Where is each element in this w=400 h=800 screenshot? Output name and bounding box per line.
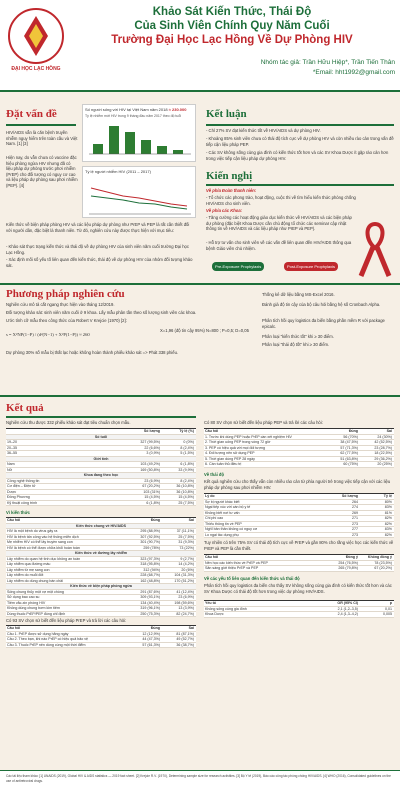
factor-text: Phân tích hồi quy logistics đa biến cho thấy SV không sống cùng gia đình có kiến thức tốt hơn và các SV Khoa Dược có thái độ tốt hơn trong việc dự phòng HIV/AIDS. [204,583,392,594]
table-cell: Số lượng [341,494,358,499]
references-text: Các tài liệu tham khảo: [1] UNAIDS (2019), Global HIV & AIDS statistics — 2019 fact sheet. [2] Krejcie R.V. (1970), Determining sample size for research activities. [3] Bộ Y tế (2019), Báo cáo công tác phòng chống HIV/AIDS. [4] WHO (2016), Consolidated guidelines on the use of antiretroviral drugs. [6,774,391,783]
barriers-table [204,493,394,538]
table-cell: 31 (9,3%) [178,540,194,545]
table-subheader: Kiến thức chung về HIV/AIDS [6,524,196,530]
pep-knowledge-table [204,428,394,468]
table-cell: 307 (92,5%) [140,534,160,539]
table3-caption: Có 80 SV chọn sử biết đến liệu pháp PEP và trả lời các câu hỏi: [204,420,323,425]
title-line-1: Khảo Sát Kiến Thức, Thái Độ [152,6,312,18]
table-cell: 15 (4,5%) [178,495,194,500]
table-cell: 49 (52,7%) [176,637,194,642]
knowledge-table [6,517,196,617]
table-cell: Khoa Dược [205,612,224,617]
title-line-2: Của Sinh Viên Chính Quy Năm Cuối [134,20,330,32]
table-cell: 309 (93,1%) [140,595,160,600]
method-m3: Ước tính cỡ mẫu theo công thức của Robert V Krejcie (1970) [2]: [6,318,127,323]
table-cell: Không biết nơi tư vấn [205,510,240,515]
bar [157,146,167,154]
table-cell: 22 (6,6%) [144,445,160,450]
attitude-text: Kết quả nghiên cứu cho thấy vẫn còn nhiều rào cản từ phía người trẻ trong việc tiếp cận với các liệu pháp dự phòng sau phơi nhiễm HIV. [204,479,391,490]
table-subheader: Giới tính [6,457,196,463]
table-cell: 273 [352,521,358,526]
chart1-subtitle: Tỷ lệ nhiễm mới HIV trong 9 tháng đầu năm 2017 theo độ tuổi [85,114,182,118]
table-cell: 9 (2,7%) [180,556,194,561]
table-cell: 274 [352,505,358,510]
table-cell: Đúng [150,518,160,523]
table-cell: 327 (99,5%) [140,440,160,445]
table-subheader: Số tuổi [6,435,196,441]
table-cell: 83% [384,527,392,532]
table-subheader: Khoa đang theo học [6,473,196,479]
table-cell: 2. Thời gian uống PEP trong vòng 72 giờ [205,440,271,445]
table-cell: 169 (50,8%) [140,467,160,472]
method-title: Phương pháp nghiên cứu [6,288,125,300]
table-cell: Nghĩ bản thân không có nguy cơ [205,527,258,532]
table-cell: 8 (2,4%) [180,445,194,450]
table-cell: 0 (0%) [183,440,194,445]
table-cell: Kỹ thuật công trình [7,500,38,505]
university-logo-icon [6,6,66,66]
table-cell: 0,01 [385,606,392,611]
table-cell: 2,1 (1,2–3,5) [337,606,358,611]
table-cell: 301 (90,7%) [140,540,160,545]
table-cell: 62 (77,5%) [340,451,358,456]
section-divider [0,283,400,285]
table-cell: Lây nhiễm qua đường máu [7,562,51,567]
table-cell: Tiêm vắc-xin phòng HIV [7,600,46,605]
table-cell: 23 (28,7%) [374,445,392,450]
table-cell: 20–35 [7,445,17,450]
intro-underline [6,124,76,126]
recommend-h2: Về phía các Khoa: [206,208,243,213]
logistic-table [204,600,394,618]
table-cell: Mẹ nhiễm HIV có thể lây truyền sang con [7,540,73,545]
table-cell: 67 (20,2%) [374,566,392,571]
table-cell: 198 (59,6%) [174,600,194,605]
table-cell: 36 (10,8%) [176,484,194,489]
method-r1: Thống kê dữ liệu bằng MS-Excel 2016. [262,292,335,297]
recommend-r3: - Hỗ trợ tư vấn cho sinh viên về các vấn đề liên quan đến HIV/AIDS thông qua bệnh Giáo viên chủ nhiệm. [206,240,352,251]
bar [93,144,103,154]
table-cell: 18 (22,5%) [374,451,392,456]
method-m4: Dự phòng 30% số mẫu bị thất lạc hoặc không hoàn thành phiếu khảo sát => Phát 338 phiếu. [6,350,179,355]
footer-references [0,770,400,800]
table-cell: 44 (47,3%) [142,637,160,642]
method-formula: s = X²NP(1−P) / (d²(N−1) + X²P(1−P)) ≈ 260 [6,332,90,337]
table-cell: 82% [384,532,392,537]
table-cell: OR (95% CI) [337,601,358,606]
hiv-trend-chart [82,166,196,218]
table-cell: 15 (4,5%) [144,495,160,500]
table7-caption: Có 93 SV chọn sử biết đến liệu pháp PrEP và trả lời các câu hỏi: [6,618,127,623]
table-cell: Không đồng ý [367,555,392,560]
intro-p1: HIV/AIDS vẫn là căn bệnh truyền nhiễm nguy hiểm trên toàn cầu và Việt Nam. [1] [3] [6,130,78,147]
table-cell: Câu hỏi [7,518,21,523]
table-cell: 33 (9,9%) [178,467,194,472]
table-cell: 5 (1,5%) [180,451,194,456]
table-cell: Công nghệ thông tin [7,478,40,483]
table-cell: Lây nhiễm do muỗi đốt [7,573,44,578]
table-cell: 12 (12,9%) [142,631,160,636]
method-r2: Đánh giá độ tin cậy của bộ câu hỏi bằng hệ số Cronbach Alpha. [262,302,381,307]
results-title: Kết quả [6,402,44,414]
table-cell: 67 (20,2%) [142,484,160,489]
table-cell: 6. Cần tuân thủ điều trị [205,462,242,467]
table-cell: 5. Thời gian dùng PEP 28 ngày [205,456,255,461]
method-r3: Phân tích hồi quy logistics đa biến bằng phần mềm R với package epicalc. [262,318,385,329]
table-cell: Đông Phương [7,495,30,500]
table-row [204,612,394,618]
table-cell: Cơ điện – Điện tử [7,484,36,489]
table-cell: 0,005 [383,612,392,617]
table-cell: 254 (76,5%) [338,560,358,565]
attitude-table [204,554,394,572]
table-cell: 295 (88,9%) [140,529,160,534]
intro-p3: Kiến thức về biện pháp phòng HIV và các liệu pháp dự phòng như PrEP và PEP là rất cần thiết đối với người dân, đặc biệt là thanh niên. Từ đó, nghiên cứu này được thực hiện với mục tiêu: [6,222,190,233]
logo-text: ĐẠI HỌC LẠC HỒNG [11,66,61,72]
chart1-title: Số người sống với HIV tại Việt Nam năm 2018 ≈ 230.000 [85,107,187,112]
method-r4: Phân loại "kiến thức tốt" khi ≥ 30 điểm. [262,334,334,339]
table-cell: HIV là bệnh tấn công vào hệ thống miễn dịch [7,534,79,539]
method-m1: Nghiên cứu mô tả cắt ngang thực hiện vào tháng 12/2019. [6,302,115,307]
table-cell: 24 (30%) [377,434,392,439]
table-cell: Sẵn sàng giới thiệu PrEP và PEP [205,566,259,571]
poster-header [0,0,400,90]
table-cell: 264 [352,499,358,504]
table-cell: Sử dụng bao cao su [7,595,40,600]
conclusion-1: - Chỉ 27% SV đạt kiến thức tốt về HIV/AIDS và dự phòng HIV. [206,128,321,133]
table-cell: 36 (10,8%) [176,489,194,494]
table-cell: Yếu tố [205,601,216,606]
table-cell: Lây nhiễm từ mẹ sang con [7,567,50,572]
table1-caption: Nghiên cứu thu được 332 phiếu khảo sát đạt tiêu chuẩn chọn mẫu. [6,420,131,425]
table-cell: 134 (40,4%) [140,600,160,605]
table-cell: 38 (47,5%) [340,440,358,445]
table-cell: Ngại tiếp xúc với cán bộ y tế [205,505,251,510]
table-row [6,501,196,507]
table-cell: Sống chung thủy một vợ một chồng [7,589,64,594]
table-cell: 162 (48,8%) [140,578,160,583]
method-m2: Đối tượng khảo sát: sinh viên năm cuối ở 9 khoa. Lấy mẫu phân tần theo số lượng sinh viên các khoa. [6,310,197,315]
table-cell: Số lượng [143,429,160,434]
table-cell: Nên học các kiến thức về PrEP và PEP [205,560,268,565]
table-row [6,612,196,618]
table-cell: 73 (22%) [179,545,194,550]
table-cell: 2,4 (1,3–4,2) [337,612,358,617]
table-cell: Lây nhiễm do quan hệ tình dục không an toàn [7,556,81,561]
author-email: *Email: hht1992@gmail.com [312,69,395,76]
table-cell: 3 (0,9%) [146,451,160,456]
table-cell: 1. Trước khi dùng PEP hoặc PrEP cần xét nghiệm HIV [205,434,292,439]
table-cell: 103 (31%) [143,489,160,494]
attitude-tail: Tuy nhiên có trên 75% SV có thái độ tích cực về PrEP và gần 80% cho rằng việc học các kiến thức về PrEP và PEP là cần thiết. [204,540,394,551]
table-cell: 265 (79,8%) [338,566,358,571]
conclusion-underline [206,124,394,126]
table-cell: Chi phí cao [205,516,224,521]
table-cell: 273 [352,532,358,537]
table-cell: 20 (6%) [181,567,194,572]
table-cell: Thiếu thông tin về PEP [205,521,242,526]
table-cell: 319 (96,1%) [140,606,160,611]
table-cell: 312 (94%) [143,567,160,572]
table-cell: Sai [188,626,194,631]
table-cell: 83% [384,505,392,510]
author-group: Nhóm tác giả: Trần Hữu Hiệp*, Trần Tiến Thân [260,59,395,66]
method-r5: Phân loại "thái độ tốt" khi ≥ 30 điểm. [262,342,330,347]
table-cell: 104 (31,3%) [174,573,194,578]
table-cell: 82% [384,516,392,521]
table-cell: 6 (1,8%) [146,500,160,505]
table-cell: Dược [7,489,17,494]
method-params: X=1,96 (độ tin cậy 95%) N=800 ; P=0,5; D=0,05 [160,328,249,333]
table-cell: 51 (63,8%) [340,456,358,461]
section-divider [0,395,400,397]
recommend-title: Kiến nghị [206,170,253,182]
bar [141,140,151,154]
table-cell: Câu hỏi [205,555,219,560]
table-cell: 42 (52,5%) [374,440,392,445]
bar [125,132,135,154]
table-cell: Tỷ lệ [383,494,392,499]
conclusion-3: - Các SV không sống cùng gia đình có kiến thức tốt hơn và các SV Khoa Dược ít gặp rào cản hơn trong việc tiếp cận liệu pháp dự phòng HIV. [206,150,389,161]
table-cell: 291 (87,6%) [140,589,160,594]
table-cell: 3. PEP có hiệu quả với mọi đối tượng [205,445,265,450]
table-cell: 80% [384,499,392,504]
table-subheader: Kiến thức về biện pháp phòng ngừa [6,584,196,590]
table-cell: 57 (71,3%) [340,445,358,450]
table-cell: 78 (23,5%) [374,560,392,565]
table-cell: Lo ngại tác dụng phụ [205,532,239,537]
table-cell: 56 (70%) [343,434,358,439]
table-cell: 36 (38,7%) [176,642,194,647]
table-cell: 25 (7,5%) [178,500,194,505]
table-cell: 82 (24,7%) [176,611,194,616]
table-cell: Sai [386,429,392,434]
table-cell: 57 (61,3%) [142,642,160,647]
table-cell: 25 (7,5%) [178,534,194,539]
table-cell: Câu hỏi [205,429,219,434]
table-cell: Sai [188,518,194,523]
recommend-r2: - Tăng cường các hoạt động giáo dục kiến thức về HIV/AIDS và các biện pháp dự phòng (đặc biệt Khoa Dược cần chủ động tổ chức các seminar cập nhật thông tin về HIV/AIDS và các liệu pháp như PrEP và PEP). [206,215,352,232]
table-cell: 60 (75%) [343,462,358,467]
table-row [204,462,394,468]
table-cell: Đồng ý [345,555,358,560]
demographics-table [6,428,196,506]
recommend-r1: - Tổ chức các phong trào, hoạt động, cuộc thi về tìm hiểu kiến thức phòng chống HIV/AIDS cho sinh viên. [206,195,356,206]
table-cell: 82% [384,521,392,526]
prep-pill: Pre-Exposure Prophylaxis [212,262,264,271]
intro-title: Đặt vấn đề [6,108,57,120]
chart1-bars [83,118,195,158]
table-cell: 20 (25%) [377,462,392,467]
table-cell: Câu 2. Theo bạn, khi nào PrEP có hiệu quả bảo vệ [7,637,88,642]
conclusion-2: - Khoảng 85% sinh viên chưa có thái độ tích cực về dự phòng HIV và còn nhiều rào cản trong vấn đề tiếp cận liệu pháp PEP. [206,136,394,147]
table-cell: Câu 3. Thuốc PrEP nên dùng cùng một thời điểm [7,642,86,647]
table-cell: 23 (6,9%) [144,478,160,483]
table-cell: Không sống cùng gia đình [205,606,247,611]
table-cell: p [389,601,392,606]
table-cell: 23 (6,9%) [178,595,194,600]
factor-title: Về các yếu tố liên quan đến kiến thức và thái độ [204,576,300,581]
table-cell: Lý do [205,494,215,499]
prep-knowledge-table [6,625,196,648]
table-cell: Không dùng chung bơm kim tiêm [7,606,60,611]
table-cell: 271 [352,516,358,521]
recommend-h1: Về phía Đoàn thanh niên: [206,188,257,193]
recommend-underline [206,184,394,186]
results-underline [6,416,196,418]
table-cell: Tỷ lệ (%) [179,429,194,434]
table-cell: Nữ [7,467,13,472]
table-cell: 41 (12,4%) [176,589,194,594]
title-line-3: Trường Đại Học Lạc Hồng Về Dự Phòng HIV [111,34,353,46]
red-ribbon-icon [355,220,395,280]
table-row [6,643,196,649]
intro-objective-1: - Khảo sát thực trạng kiến thức và thái độ về dự phòng HIV của sinh viên năm cuối trường Đại học Lạc Hồng. [6,244,189,255]
hiv-age-chart [82,104,196,162]
intro-p2: Hiện nay, do vẫn chưa có vaccine đặc hiệu phòng ngừa HIV nhưng đã có liệu pháp dự phòng trước phơi nhiễm (PrEP) cho đối tượng có nguy cơ cao và liệu pháp dự phòng sau phơi nhiễm (PEP). [4] [6,155,78,188]
table-cell: 318 (95,8%) [140,562,160,567]
chart2-lines [83,176,195,218]
table2-caption: Vì kiến thức [6,510,30,515]
table-cell: 4. Đối tượng nên sử dụng PEP [205,451,255,456]
header-divider [0,90,400,92]
table-cell: Sợ bị người khác biết [205,499,240,504]
table-cell: 323 (97,3%) [140,556,160,561]
table-subheader: Kiến thức về đường lây nhiễm [6,551,196,557]
table-cell: 29 (36,2%) [374,456,392,461]
table-cell: HIV là một bệnh do virus gây ra [7,529,58,534]
table-row [204,566,394,572]
table-cell: 170 (51,2%) [174,578,194,583]
table-cell: Nam [7,462,15,467]
table-cell: 8 (2,4%) [180,478,194,483]
table-cell: 13 (3,9%) [178,606,194,611]
intro-objective-2: - Xác định mối số yếu tố liên quan đến kiến thức, thái độ về dự phòng HIV của nhóm đối tượng khảo sát. [6,257,193,268]
table-cell: 81% [384,510,392,515]
authors [200,58,395,78]
table-row [204,533,394,539]
table-cell: 277 [352,527,358,532]
table-cell: 36–55 [7,451,17,456]
chart2-title: Tỷ lệ người nhiễm HIV (2011 – 2017) [85,169,151,174]
table-cell: Câu 1. PrEP được sử dụng hằng ngày [7,631,69,636]
conclusion-title: Kết luận [206,108,247,120]
table-cell: 228 (68,7%) [140,573,160,578]
table-cell: Dùng thuốc PrEP/PEP đúng chỉ định [7,611,66,616]
table-cell: Đúng [150,626,160,631]
table-cell: Lây nhiễm do dùng chung bàn chải [7,578,63,583]
table-cell: 269 [352,510,358,515]
table-cell: 259 (78%) [143,545,160,550]
table-cell: Câu hỏi [7,626,21,631]
table-cell: 103 (49,2%) [140,462,160,467]
table-cell: 19–20 [7,440,17,445]
table-cell: Đúng [348,429,358,434]
table-cell: 37 (11,1%) [176,529,194,534]
pep-pill: Post-Exposure Prophylaxis [284,262,338,271]
table-cell: 250 (75,3%) [140,611,160,616]
bar [173,150,183,154]
table-cell: 14 (4,2%) [178,562,194,567]
table-cell: 6 (1,8%) [180,462,194,467]
table-cell: 81 (87,1%) [176,631,194,636]
bar [109,126,119,154]
table-cell: HIV là bệnh có thể được chữa khỏi hoàn toàn [7,545,80,550]
attitude-title: Về thái độ [204,472,225,477]
